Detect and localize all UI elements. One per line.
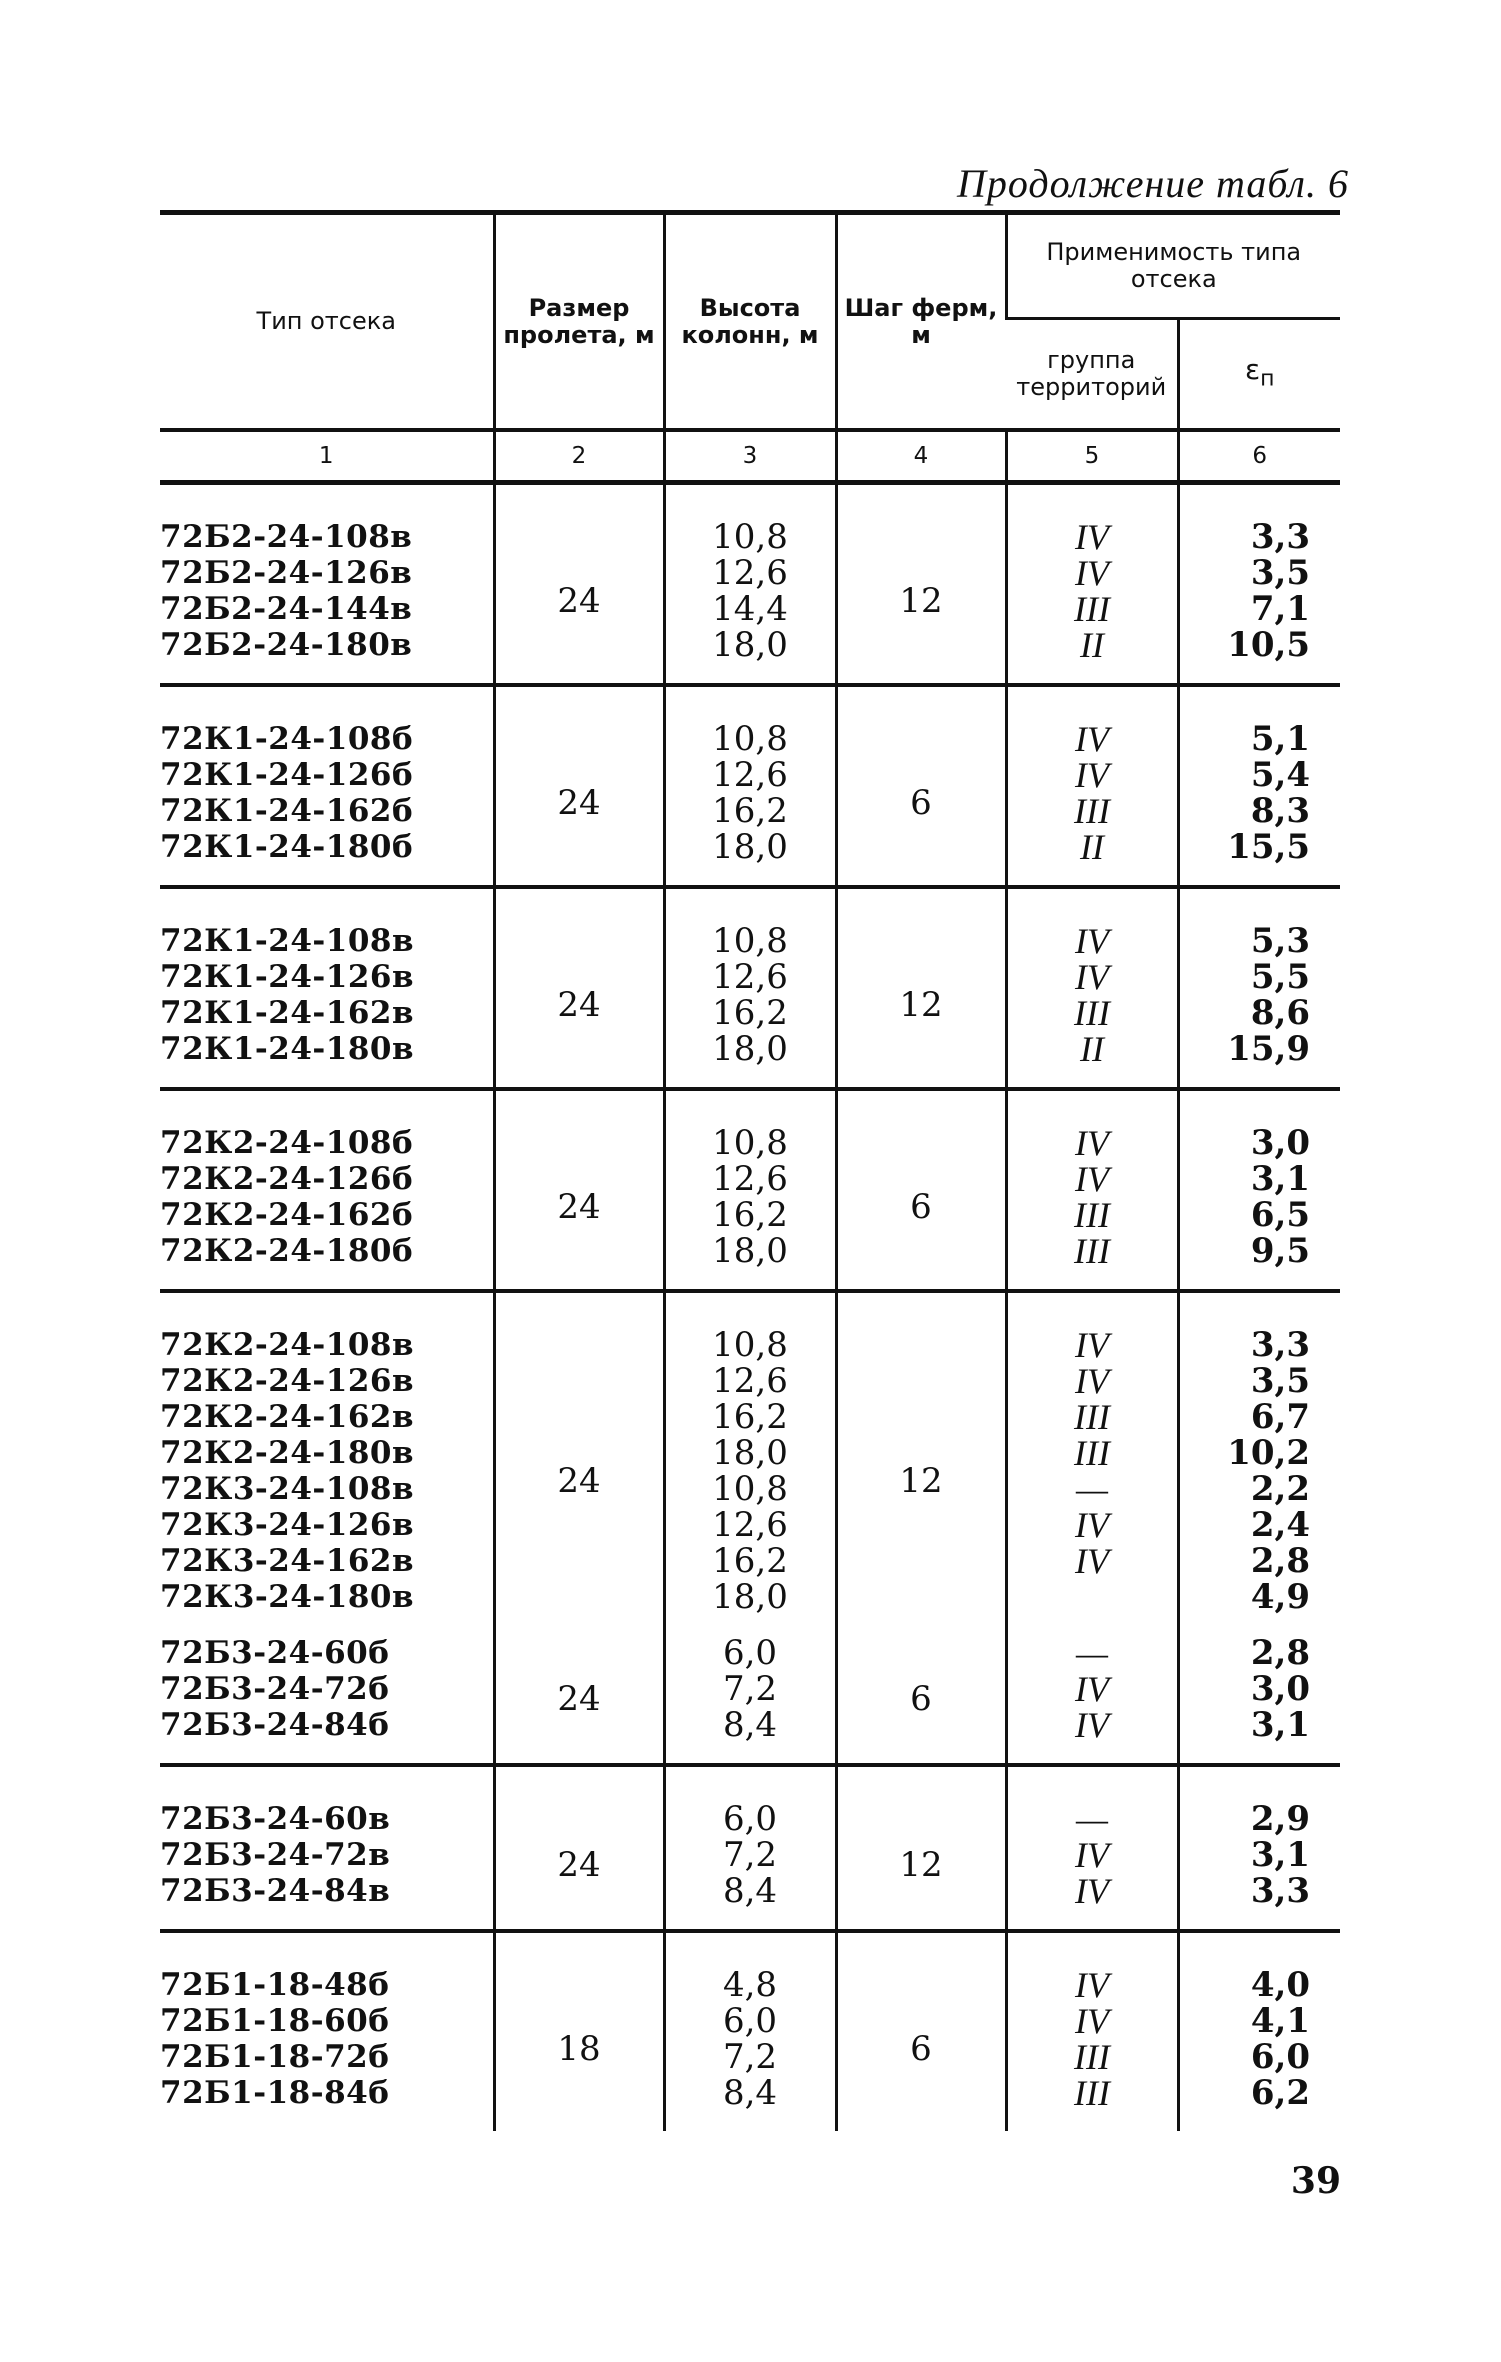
cell-height: 10,8 [664, 887, 836, 959]
cell-step: 6 [836, 685, 1006, 887]
cell-height: 8,4 [664, 1707, 836, 1765]
cell-height: 4,8 [664, 1931, 836, 2003]
cell-zone: IV [1006, 757, 1178, 793]
cell-zone: IV [1006, 959, 1178, 995]
cell-height: 12,6 [664, 1507, 836, 1543]
page-number: 39 [1290, 2160, 1341, 2202]
header-step: Шаг ферм, м [836, 213, 1006, 431]
row-group [160, 1635, 1340, 1765]
header-eps [1178, 319, 1340, 431]
cell-height: 6,0 [664, 1635, 836, 1671]
cell-zone: III [1006, 591, 1178, 627]
cell-step: 12 [836, 887, 1006, 1089]
cell-eps: 5,5 [1178, 959, 1340, 995]
table-row [160, 2039, 1340, 2075]
cell-eps: 6,5 [1178, 1197, 1340, 1233]
cell-eps: 3,0 [1178, 1671, 1340, 1707]
cell-eps: 5,3 [1178, 887, 1340, 959]
cell-height: 10,8 [664, 1291, 836, 1363]
table-row [160, 1931, 1340, 2003]
cell-eps: 2,8 [1178, 1635, 1340, 1671]
cell-zone: IV [1006, 1837, 1178, 1873]
cell-type: 72К2-24-108б [160, 1125, 414, 1161]
cell-zone: IV [1006, 2003, 1178, 2039]
cell-height: 16,2 [664, 1399, 836, 1435]
cell-type: 72К1-24-180в [160, 1031, 415, 1067]
column-number: 1 [160, 430, 494, 483]
table-row [160, 1233, 1340, 1291]
cell-height: 12,6 [664, 959, 836, 995]
table-row [160, 627, 1340, 685]
cell-height: 18,0 [664, 1579, 836, 1635]
cell-zone: III [1006, 2039, 1178, 2075]
cell-height: 18,0 [664, 1031, 836, 1089]
cell-zone: IV [1006, 1089, 1178, 1161]
header-applicability: Применимость типа отсека [1006, 213, 1340, 319]
cell-zone: III [1006, 995, 1178, 1031]
header-type: Тип отсека [160, 213, 494, 431]
cell-height: 18,0 [664, 1435, 836, 1471]
cell-zone: IV [1006, 555, 1178, 591]
cell-type: 72К2-24-180б [160, 1233, 414, 1269]
cell-zone: IV [1006, 1507, 1178, 1543]
cell-type: 72Б1-18-84б [160, 2075, 390, 2111]
cell-zone: — [1006, 1635, 1178, 1671]
cell-zone: IV [1006, 1707, 1178, 1765]
cell-step: 12 [836, 1765, 1006, 1931]
cell-height: 12,6 [664, 1161, 836, 1197]
table-row [160, 959, 1340, 995]
cell-type: 72К1-24-126б [160, 757, 414, 793]
cell-height: 16,2 [664, 793, 836, 829]
cell-type: 72К2-24-162б [160, 1197, 414, 1233]
cell-zone: IV [1006, 685, 1178, 757]
table-row [160, 1089, 1340, 1161]
cell-eps: 3,0 [1178, 1089, 1340, 1161]
table-row [160, 685, 1340, 757]
cell-type: 72К1-24-108б [160, 721, 414, 757]
cell-zone: IV [1006, 1161, 1178, 1197]
header-span: Размер пролета, м [494, 213, 664, 431]
cell-zone: II [1006, 1031, 1178, 1089]
cell-type: 72К2-24-126в [160, 1363, 415, 1399]
cell-step: 12 [836, 1291, 1006, 1635]
cell-type: 72К2-24-180в [160, 1435, 415, 1471]
column-number: 5 [1006, 430, 1178, 483]
cell-type: 72К3-24-162в [160, 1543, 415, 1579]
table-row [160, 591, 1340, 627]
cell-type: 72К2-24-108в [160, 1327, 415, 1363]
cell-eps: 3,5 [1178, 1363, 1340, 1399]
cell-eps: 10,2 [1178, 1435, 1340, 1471]
cell-zone: — [1006, 1765, 1178, 1837]
table-row [160, 1765, 1340, 1837]
cell-type: 72Б3-24-72б [160, 1671, 390, 1707]
cell-zone: III [1006, 2075, 1178, 2131]
cell-type: 72Б2-24-126в [160, 555, 413, 591]
cell-height: 7,2 [664, 1837, 836, 1873]
table-row [160, 995, 1340, 1031]
table-row [160, 1543, 1340, 1579]
cell-eps: 2,8 [1178, 1543, 1340, 1579]
table-row [160, 555, 1340, 591]
cell-eps: 15,9 [1178, 1031, 1340, 1089]
cell-zone: III [1006, 1399, 1178, 1435]
eps-subscript: п [1260, 366, 1275, 392]
cell-span: 24 [494, 1765, 664, 1931]
row-group [160, 887, 1340, 1089]
header-height: Высота колонн, м [664, 213, 836, 431]
cell-zone: III [1006, 1197, 1178, 1233]
cell-type: 72К3-24-180в [160, 1579, 415, 1615]
cell-height: 18,0 [664, 829, 836, 887]
cell-type: 72Б3-24-84б [160, 1707, 390, 1743]
cell-eps: 3,1 [1178, 1161, 1340, 1197]
cell-height: 10,8 [664, 685, 836, 757]
cell-eps: 6,7 [1178, 1399, 1340, 1435]
cell-height: 6,0 [664, 2003, 836, 2039]
column-number: 2 [494, 430, 664, 483]
cell-height: 12,6 [664, 555, 836, 591]
table-row [160, 1031, 1340, 1089]
row-group [160, 1931, 1340, 2131]
column-number: 3 [664, 430, 836, 483]
cell-eps: 3,3 [1178, 1873, 1340, 1931]
table-row [160, 1399, 1340, 1435]
cell-height: 8,4 [664, 2075, 836, 2131]
cell-type: 72К3-24-108в [160, 1471, 415, 1507]
cell-span: 24 [494, 1635, 664, 1765]
cell-type: 72К1-24-180б [160, 829, 414, 865]
cell-zone: IV [1006, 1931, 1178, 2003]
table-row [160, 1471, 1340, 1507]
cell-type: 72К2-24-162в [160, 1399, 415, 1435]
cell-type: 72К3-24-126в [160, 1507, 415, 1543]
cell-step: 6 [836, 1931, 1006, 2131]
cell-zone: II [1006, 829, 1178, 887]
table-row [160, 829, 1340, 887]
cell-height: 8,4 [664, 1873, 836, 1931]
cell-height: 18,0 [664, 1233, 836, 1291]
cell-zone: IV [1006, 1873, 1178, 1931]
table-row [160, 887, 1340, 959]
table-row [160, 1197, 1340, 1233]
cell-type: 72Б2-24-144в [160, 591, 413, 627]
table-row [160, 1435, 1340, 1471]
table-caption: Продолжение табл. 6 [956, 161, 1349, 206]
row-group [160, 1089, 1340, 1291]
cell-eps: 6,0 [1178, 2039, 1340, 2075]
cell-span: 24 [494, 483, 664, 686]
cell-eps: 3,3 [1178, 1291, 1340, 1363]
cell-height: 10,8 [664, 483, 836, 556]
cell-span: 24 [494, 1089, 664, 1291]
row-group [160, 1765, 1340, 1931]
cell-height: 16,2 [664, 1543, 836, 1579]
cell-type: 72Б2-24-108в [160, 519, 413, 555]
cell-type: 72К1-24-162в [160, 995, 415, 1031]
cell-zone: IV [1006, 1291, 1178, 1363]
cell-eps: 4,0 [1178, 1931, 1340, 2003]
cell-span: 24 [494, 887, 664, 1089]
cell-eps: 5,4 [1178, 757, 1340, 793]
cell-zone: III [1006, 793, 1178, 829]
table-row [160, 757, 1340, 793]
row-group [160, 1291, 1340, 1635]
cell-eps: 10,5 [1178, 627, 1340, 685]
cell-zone: IV [1006, 1543, 1178, 1579]
cell-eps: 3,3 [1178, 483, 1340, 556]
cell-eps: 7,1 [1178, 591, 1340, 627]
row-group [160, 483, 1340, 686]
cell-height: 6,0 [664, 1765, 836, 1837]
table-row [160, 1873, 1340, 1931]
eps-symbol: ε [1244, 352, 1261, 386]
table-row [160, 793, 1340, 829]
cell-eps: 2,2 [1178, 1471, 1340, 1507]
cell-eps: 8,3 [1178, 793, 1340, 829]
cell-height: 7,2 [664, 1671, 836, 1707]
cell-span: 24 [494, 685, 664, 887]
cell-eps: 3,5 [1178, 555, 1340, 591]
cell-step: 12 [836, 483, 1006, 686]
column-number: 6 [1178, 430, 1340, 483]
table-row [160, 1579, 1340, 1635]
cell-eps: 2,4 [1178, 1507, 1340, 1543]
cell-zone: II [1006, 627, 1178, 685]
cell-height: 10,8 [664, 1089, 836, 1161]
cell-span: 24 [494, 1291, 664, 1635]
table-row [160, 1671, 1340, 1707]
cell-type: 72Б1-18-72б [160, 2039, 390, 2075]
cell-type: 72К1-24-126в [160, 959, 415, 995]
cell-height: 16,2 [664, 995, 836, 1031]
cell-eps: 9,5 [1178, 1233, 1340, 1291]
cell-height: 12,6 [664, 1363, 836, 1399]
cell-type: 72Б2-24-180в [160, 627, 413, 663]
table-row [160, 2075, 1340, 2131]
cell-height: 7,2 [664, 2039, 836, 2075]
cell-eps: 4,1 [1178, 2003, 1340, 2039]
data-table [160, 210, 1340, 2131]
cell-span: 18 [494, 1931, 664, 2131]
cell-eps: 5,1 [1178, 685, 1340, 757]
table-row [160, 1837, 1340, 1873]
cell-height: 10,8 [664, 1471, 836, 1507]
cell-height: 14,4 [664, 591, 836, 627]
cell-zone [1006, 1579, 1178, 1635]
cell-zone: III [1006, 1233, 1178, 1291]
cell-zone: III [1006, 1435, 1178, 1471]
cell-zone: IV [1006, 1671, 1178, 1707]
table-row [160, 2003, 1340, 2039]
cell-step: 6 [836, 1089, 1006, 1291]
cell-type: 72Б3-24-72в [160, 1837, 391, 1873]
table-row [160, 483, 1340, 556]
cell-eps: 2,9 [1178, 1765, 1340, 1837]
cell-zone: IV [1006, 1363, 1178, 1399]
cell-type: 72К1-24-162б [160, 793, 414, 829]
cell-zone: — [1006, 1471, 1178, 1507]
cell-type: 72Б3-24-84в [160, 1873, 391, 1909]
header-zone: группа территорий [1016, 346, 1167, 401]
cell-eps: 6,2 [1178, 2075, 1340, 2131]
cell-step: 6 [836, 1635, 1006, 1765]
cell-zone: IV [1006, 483, 1178, 556]
table-row [160, 1507, 1340, 1543]
cell-eps: 3,1 [1178, 1707, 1340, 1765]
row-group [160, 685, 1340, 887]
cell-type: 72Б3-24-60в [160, 1801, 391, 1837]
cell-type: 72К1-24-108в [160, 923, 415, 959]
cell-eps: 3,1 [1178, 1837, 1340, 1873]
table-row [160, 1363, 1340, 1399]
table-row [160, 1707, 1340, 1765]
table-row [160, 1635, 1340, 1671]
cell-type: 72Б1-18-48б [160, 1967, 390, 2003]
table-row [160, 1161, 1340, 1197]
cell-eps: 15,5 [1178, 829, 1340, 887]
cell-type: 72К2-24-126б [160, 1161, 414, 1197]
table-row [160, 1291, 1340, 1363]
cell-type: 72Б1-18-60б [160, 2003, 390, 2039]
cell-height: 18,0 [664, 627, 836, 685]
cell-eps: 8,6 [1178, 995, 1340, 1031]
cell-height: 16,2 [664, 1197, 836, 1233]
cell-zone: IV [1006, 887, 1178, 959]
column-number: 4 [836, 430, 1006, 483]
cell-height: 12,6 [664, 757, 836, 793]
cell-eps: 4,9 [1178, 1579, 1340, 1635]
cell-type: 72Б3-24-60б [160, 1635, 390, 1671]
